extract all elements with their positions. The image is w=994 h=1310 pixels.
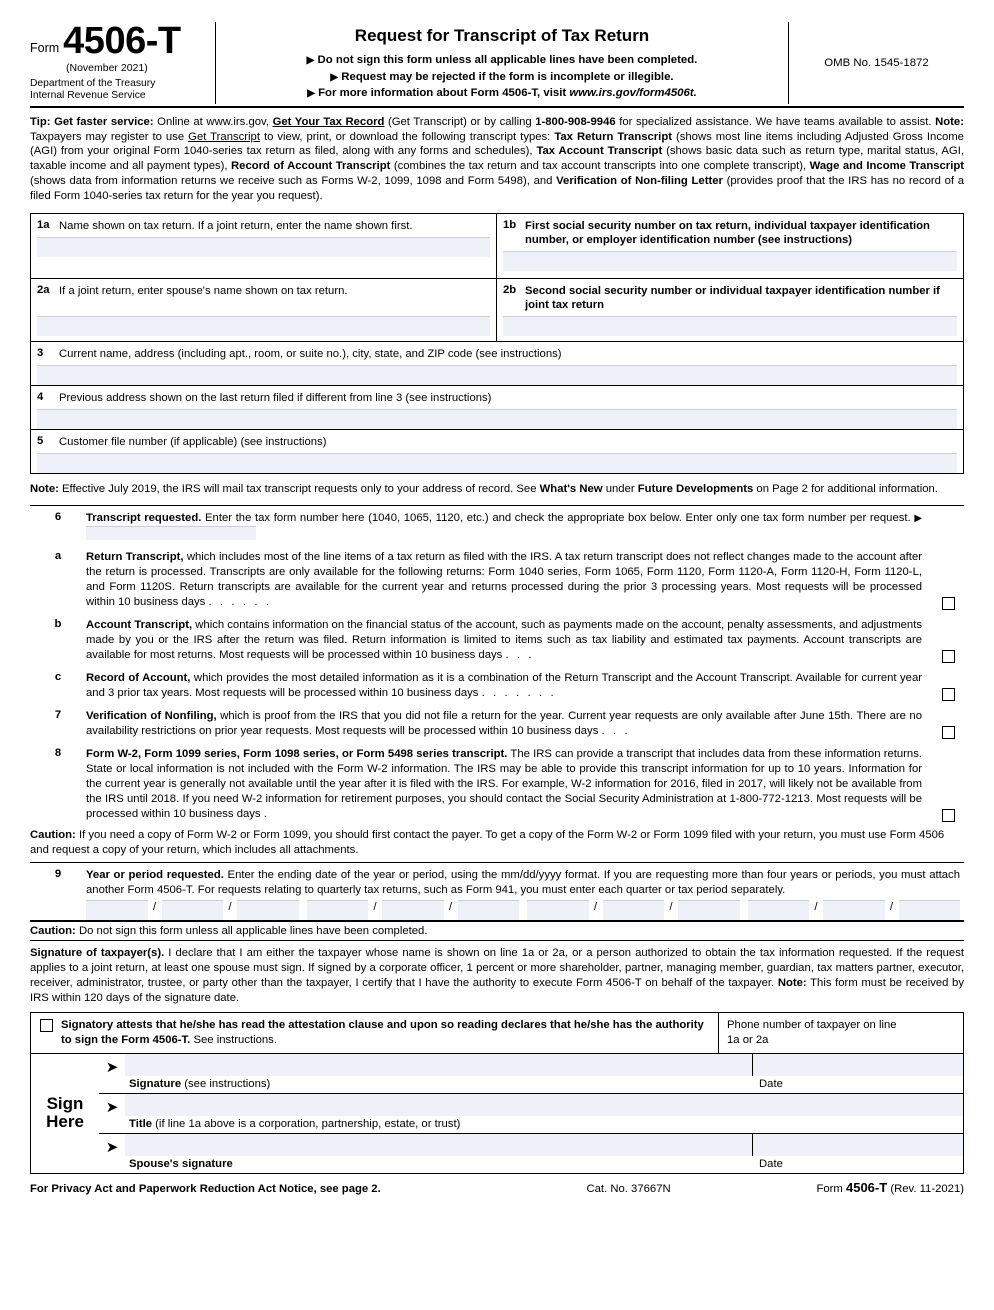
- signature-content: [125, 1054, 963, 1093]
- date-3-month[interactable]: [527, 900, 589, 920]
- note-text: Effective July 2019, the IRS will mail tax transcript requests only to your address of record. See: [58, 483, 540, 496]
- line-8-text: The IRS can provide a transcript that includes data from these information returns. State or local information is not included with the Form W-2 information. The IRS may be able to provide this transcript information for up to 10 years. Information for the current year is generally not available until the year after it is filed with the IRS. For example, W-2 information for 2016, filed in 2017, will likely not be available from the IRS until 2018. If you need W-2 information for retirement purposes, you should contact the Social Security Administration at 1-800-772-1213. Most requests will be processed within 10 business days: [86, 748, 923, 821]
- header-left: [30, 22, 215, 104]
- bullet-arrow-icon: ▶: [306, 55, 315, 66]
- caution-sign: [30, 921, 964, 941]
- tip-text-14: (shows basic data such as return type, marital status, AGI, taxable income and all payment types),: [30, 145, 964, 173]
- line-6b-checkbox-cell: [932, 618, 964, 663]
- line-6c-key: c: [54, 671, 62, 684]
- signature-date-input[interactable]: [753, 1054, 963, 1076]
- date-4-month[interactable]: [748, 900, 810, 920]
- tip-bold-13: Tax Account Transcript: [536, 145, 663, 158]
- caution-w2-text: If you need a copy of Form W-2 or Form 1099, you should first contact the payer. To get a copy of the Form W-2 or Form 1099 filed with your return, you must use Form 4506 and request a copy of your return, which includes all attachments.: [30, 829, 945, 857]
- row-line-1: [31, 214, 963, 279]
- header-center: [215, 22, 789, 104]
- line-9: [30, 862, 964, 920]
- attestation-rest: See instructions.: [190, 1034, 277, 1047]
- signature-row: [99, 1054, 963, 1094]
- note-whats-new: What's New: [539, 483, 603, 496]
- line-1b-input[interactable]: [503, 251, 957, 271]
- line-1a-label: Name shown on tax return. If a joint return, enter the name shown first.: [59, 220, 413, 233]
- line-9-date-inputs: [86, 900, 960, 920]
- date-4-slash-1: /: [814, 901, 818, 914]
- line-8-checkbox[interactable]: [942, 809, 955, 822]
- date-2-month[interactable]: [307, 900, 369, 920]
- date-group-3: [527, 900, 740, 920]
- signature-declaration: [30, 946, 964, 1006]
- signature-p1: I declare that I am either the taxpayer whose name is shown on line 1a or 2a, or a person authorized to obtain the tax information requested. If the request applies to a joint return, at least one spouse must sign. If signed by a corporate officer, 1 percent or more shareholder, partner, managing member, guardian, tax matters partner, executor, receiver, administrator, trustee, or party other than the taxpayer, I certify that I have the authority to execute Form 4506-T on behalf of the taxpayer.: [30, 947, 964, 990]
- attestation-checkbox-cell: [31, 1013, 61, 1052]
- tip-underline-9: Get Transcript: [188, 130, 260, 143]
- footer-form-rev: (Rev. 11-2021): [887, 1182, 964, 1195]
- line-6a-bold: Return Transcript,: [86, 551, 184, 564]
- field-4[interactable]: [31, 386, 963, 429]
- line-8: [30, 742, 964, 825]
- line-3-label: Current name, address (including apt., room, or suite no.), city, state, and ZIP code (see instructions): [59, 348, 562, 361]
- note-end: on Page 2 for additional information.: [753, 483, 938, 496]
- line-3-number: 3: [37, 347, 44, 360]
- line-9-number: 9: [54, 868, 62, 881]
- signature-bold: Signature of taxpayer(s).: [30, 947, 165, 960]
- header-bullet-2: [224, 69, 780, 86]
- bullet-arrow-icon: ▶: [330, 71, 339, 83]
- line-6-number: 6: [54, 511, 62, 524]
- date-3-year[interactable]: [678, 900, 740, 920]
- title-row: [99, 1094, 963, 1134]
- title-arrow-icon: ➤: [105, 1098, 119, 1116]
- line-6b: [30, 613, 964, 666]
- title-captions: [125, 1116, 963, 1133]
- line-6a-dots: . . . . . .: [208, 596, 272, 609]
- line-6a-text: which includes most of the line items of a tax return as filed with the IRS. A tax return transcript does not reflect changes made to the account after the return is processed. Transcripts are only available for the following returns: Form 1040 series, Form 1065, Form 1120, Form 1120-A, Form 1120-H, Form 1120-L, and Form 1120S. Return transcripts are available for the current year and returns processed during the prior 3 processing years. Most requests will be processed within 10 business days: [86, 551, 922, 609]
- line-7-body: [86, 709, 932, 739]
- line-6a-key: a: [54, 550, 62, 563]
- date-4-slash-2: /: [889, 901, 894, 914]
- line-6a-checkbox-cell: [932, 550, 964, 610]
- form-number: 4506-T: [63, 20, 181, 62]
- footer-form-number: 4506-T: [845, 1179, 888, 1195]
- line-8-dots: .: [263, 808, 270, 821]
- note-bold: Note:: [30, 483, 59, 496]
- date-1-month[interactable]: [86, 900, 148, 920]
- row-line-5: [31, 430, 963, 473]
- signature-input-row: [125, 1054, 963, 1076]
- phone-label-line2: 1a or 2a: [727, 1034, 769, 1047]
- line-6-text: Enter the tax form number here (1040, 1065, 1120, etc.) and check the appropriate box below. Enter only one tax form number per request.: [201, 512, 911, 525]
- date-group-4: [748, 900, 961, 920]
- tip-text-2: Online at www.irs.gov,: [153, 115, 273, 128]
- title-input-row: [125, 1094, 963, 1116]
- form-revision-date: (November 2021): [66, 62, 148, 74]
- line-4-input[interactable]: [37, 409, 957, 429]
- form4506t-link[interactable]: www.irs.gov/form4506t.: [569, 87, 697, 100]
- bullet-arrow-icon: ▶: [307, 88, 315, 100]
- line-2a-label: If a joint return, enter spouse's name shown on tax return.: [59, 285, 348, 298]
- tip-text-18: (shows data from information returns we receive such as Forms W-2, 1099, 1098 and Form 5498), and: [30, 175, 557, 188]
- line-6a: [30, 545, 964, 613]
- line-1a-number: 1a: [37, 219, 50, 232]
- tip-bold-7: Note:: [935, 115, 964, 128]
- date-3-slash-2: /: [669, 901, 673, 914]
- line-2b-input[interactable]: [503, 316, 957, 336]
- field-5[interactable]: [31, 430, 963, 473]
- signature-input[interactable]: [125, 1054, 753, 1076]
- tip-bold-1: Tip: Get faster service:: [30, 115, 154, 128]
- department-line-1: Department of the Treasury: [30, 78, 156, 89]
- phone-field[interactable]: [718, 1013, 963, 1052]
- spouse-date-input[interactable]: [753, 1134, 963, 1156]
- tip-text-10: to view, print, or download the following transcript types:: [259, 130, 555, 143]
- line-1b-label: First social security number on tax return, individual taxpayer identification number, or employer identification number (see instructions): [525, 220, 930, 247]
- date-1-slash-1: /: [152, 901, 157, 914]
- form-word: Form: [30, 41, 60, 55]
- attestation-bold: Signatory attests that he/she has read the attestation clause and upon so reading declares that he/she has the authority to sign the Form 4506-T.: [61, 1019, 704, 1047]
- line-6c-dots: . . . . . . .: [481, 687, 557, 700]
- line-4-label: Previous address shown on the last return filed if different from line 3 (see instructions): [59, 392, 492, 405]
- line-8-bold: Form W-2, Form 1099 series, Form 1098 series, or Form 5498 series transcript.: [86, 748, 508, 761]
- note-future-developments: Future Developments: [637, 483, 754, 496]
- tip-paragraph: [30, 115, 964, 204]
- caution-w2: [30, 825, 964, 862]
- row-line-3: [31, 342, 963, 386]
- attestation-row: [30, 1012, 964, 1053]
- line-2b-label: Second social security number or individual taxpayer identification number if joint tax return: [525, 285, 940, 312]
- date-4-day[interactable]: [823, 900, 885, 920]
- spouse-captions: [125, 1156, 963, 1173]
- taxpayer-info-grid: [30, 213, 964, 474]
- line-6-arrow-icon: ▶: [914, 513, 923, 525]
- header-bullet-1-text: Do not sign this form unless all applicable lines have been completed.: [317, 54, 698, 66]
- tip-text-12: (shows most line items including Adjusted Gross Income (AGI) from your original Form 1040-series tax return as filed, along with any forms and schedules),: [30, 130, 964, 158]
- spouse-input-row: [125, 1134, 963, 1156]
- catalog-number: Cat. No. 37667N: [586, 1182, 671, 1195]
- line-6-form-number-input[interactable]: [86, 526, 256, 540]
- row-line-2: [31, 279, 963, 342]
- line-5-label: Customer file number (if applicable) (see instructions): [59, 436, 327, 449]
- line-6b-key: b: [54, 618, 62, 631]
- line-7: [30, 704, 964, 742]
- signature-p2: This form must be received by IRS within 120 days of the signature date.: [30, 977, 964, 1005]
- sign-here-label: [31, 1054, 99, 1173]
- date-4-year[interactable]: [899, 900, 961, 920]
- header-bullet-2-text: Request may be rejected if the form is incomplete or illegible.: [341, 70, 674, 83]
- line-1b-number: 1b: [503, 219, 517, 232]
- spouse-content: [125, 1134, 963, 1173]
- omb-number: OMB No. 1545-1872: [824, 56, 929, 69]
- date-1-day[interactable]: [162, 900, 224, 920]
- field-2a[interactable]: [31, 279, 497, 341]
- title-caption: [125, 1118, 963, 1130]
- attestation-checkbox[interactable]: [40, 1019, 53, 1032]
- form-header: [30, 22, 964, 108]
- line-7-checkbox-cell: [932, 709, 964, 739]
- signature-date-caption: Date: [759, 1077, 783, 1090]
- date-2-slash-1: /: [373, 901, 377, 914]
- date-3-slash-1: /: [593, 901, 598, 914]
- line-2a-number: 2a: [37, 284, 50, 297]
- line-7-text: which is proof from the IRS that you did not file a return for the year. Current year requests are only available after June 15th. There are no availability restrictions on prior year requests. Most requests will be processed within 10 business days: [86, 710, 922, 738]
- date-1-year[interactable]: [237, 900, 299, 920]
- caution-sign-text: Do not sign this form unless all applicable lines have been completed.: [75, 925, 428, 938]
- attestation-text: [61, 1013, 718, 1052]
- spouse-signature-input[interactable]: [125, 1134, 753, 1156]
- line-6b-text: which contains information on the financial status of the account, such as payments made on the account, penalty assessments, and adjustments made by you or the IRS after the return was filed. Return information is limited to items such as tax liability and estimated tax payments. Account transcripts are available for most returns. Most requests will be processed within 10 business days: [86, 619, 922, 662]
- date-3-day[interactable]: [603, 900, 665, 920]
- tip-bold-11: Tax Return Transcript: [554, 130, 672, 143]
- tip-text-8: Taxpayers may register to use: [30, 130, 189, 143]
- signature-caption: [125, 1078, 753, 1090]
- spouse-arrow-icon: ➤: [105, 1138, 119, 1156]
- line-6c: [30, 666, 964, 704]
- tip-bold-5: 1-800-908-9946: [535, 115, 616, 128]
- line-8-body: [86, 747, 932, 822]
- date-group-1: [86, 900, 299, 920]
- sign-here-line1: Sign: [46, 1094, 84, 1114]
- form-footer: [30, 1180, 964, 1195]
- title-caption-bold: Title: [129, 1117, 153, 1130]
- line-8-key: 8: [54, 747, 62, 760]
- date-2-day[interactable]: [382, 900, 444, 920]
- spouse-caption-bold: Spouse's signature: [129, 1157, 233, 1170]
- line-6b-checkbox[interactable]: [942, 650, 955, 663]
- spouse-caption: [125, 1158, 753, 1170]
- sign-here-line2: Here: [46, 1112, 84, 1132]
- title-caption-rest: (if line 1a above is a corporation, partnership, estate, or trust): [152, 1117, 461, 1130]
- footer-form-id: [816, 1180, 964, 1195]
- line-6-body: [86, 511, 932, 542]
- sign-here-block: [30, 1054, 964, 1174]
- header-bullet-3: [224, 85, 780, 102]
- line-6c-text: which provides the most detailed information as it is a combination of the Return Transcript and the Account Transcript. Available for current year and 3 prior tax years. Most requests will be processed within 10 business days: [86, 672, 922, 700]
- note-mid: under: [602, 483, 638, 496]
- tip-bold-19: Verification of Non-filing Letter: [556, 175, 723, 188]
- caution-w2-bold: Caution:: [30, 829, 76, 842]
- line-4-number: 4: [37, 391, 44, 404]
- line-9-body: [86, 868, 964, 920]
- row-line-4: [31, 386, 963, 430]
- signature-arrow-icon: ➤: [105, 1058, 119, 1076]
- line-3-input[interactable]: [37, 365, 957, 385]
- header-bullet-3-text: For more information about Form 4506-T, visit: [318, 87, 570, 100]
- date-group-2: [307, 900, 520, 920]
- title-content: [125, 1094, 963, 1133]
- line-2a-input[interactable]: [37, 316, 490, 336]
- line-6c-body: [86, 671, 932, 701]
- line-6b-dots: . . .: [505, 649, 535, 662]
- caution-sign-bold: Caution:: [30, 925, 76, 938]
- line-6c-bold: Record of Account,: [86, 672, 191, 685]
- line-5-input[interactable]: [37, 453, 957, 473]
- signature-caption-bold: Signature: [129, 1077, 182, 1090]
- tip-text-6: for specialized assistance. We have teams available to assist.: [615, 115, 936, 128]
- line-6b-bold: Account Transcript,: [86, 619, 193, 632]
- tip-text-4: (Get Transcript) or by calling: [384, 115, 536, 128]
- line-6-no-checkbox: [932, 511, 964, 542]
- spouse-signature-row: [99, 1134, 963, 1173]
- field-2b[interactable]: [497, 279, 963, 341]
- line-6b-body: [86, 618, 932, 663]
- line-7-bold: Verification of Nonfiling,: [86, 710, 217, 723]
- field-1b[interactable]: [497, 214, 963, 278]
- tip-bold-3: Get Your Tax Record: [272, 115, 385, 128]
- line-6a-body: [86, 550, 932, 610]
- signature-captions: [125, 1076, 963, 1093]
- line-7-dots: . . .: [601, 725, 631, 738]
- tip-bold-17: Wage and Income Transcript: [809, 160, 965, 173]
- department-line-2: Internal Revenue Service: [30, 89, 146, 101]
- field-1a[interactable]: [31, 214, 497, 278]
- signature-note-bold: Note:: [777, 977, 807, 990]
- line-6c-checkbox-cell: [932, 671, 964, 701]
- signature-lines: [99, 1054, 963, 1173]
- line-6: [30, 506, 964, 545]
- footer-form-word: Form: [816, 1182, 846, 1195]
- tip-text-16: (combines the tax return and tax account transcripts into one complete transcript),: [390, 160, 810, 173]
- date-2-year[interactable]: [458, 900, 520, 920]
- line-9-bold: Year or period requested.: [86, 869, 224, 882]
- line-6-bold: Transcript requested.: [86, 512, 202, 525]
- date-2-slash-2: /: [448, 901, 453, 914]
- signature-caption-rest: (see instructions): [181, 1077, 271, 1090]
- address-of-record-note: [30, 482, 964, 497]
- transcript-options: [30, 505, 964, 921]
- header-bullet-1: [224, 52, 780, 69]
- line-6c-checkbox[interactable]: [942, 688, 955, 701]
- tip-bold-15: Record of Account Transcript: [231, 160, 391, 173]
- form-title: Request for Transcript of Tax Return: [354, 26, 650, 45]
- privacy-act-notice: For Privacy Act and Paperwork Reduction Act Notice, see page 2.: [30, 1182, 381, 1195]
- line-6a-checkbox[interactable]: [942, 597, 955, 610]
- field-3[interactable]: [31, 342, 963, 385]
- line-7-checkbox[interactable]: [942, 726, 955, 739]
- line-2b-number: 2b: [503, 284, 517, 297]
- tip-text-20: (provides proof that the IRS has no record of a filed Form 1040-series tax return for the year you request).: [30, 175, 965, 203]
- phone-label-line1: Phone number of taxpayer on line: [727, 1019, 897, 1032]
- spouse-date-caption: Date: [759, 1157, 783, 1170]
- date-1-slash-2: /: [228, 901, 232, 914]
- line-9-text: Enter the ending date of the year or period, using the mm/dd/yyyy format. If you are requesting more than four years or periods, you must attach another Form 4506-T. For requests relating to quarterly tax returns, such as Form 941, you must enter each quarter or tax period separately.: [86, 869, 960, 897]
- line-1a-input[interactable]: [37, 237, 490, 257]
- line-8-checkbox-cell: [932, 747, 964, 822]
- title-input[interactable]: [125, 1094, 963, 1116]
- line-7-key: 7: [54, 709, 62, 722]
- line-5-number: 5: [37, 435, 44, 448]
